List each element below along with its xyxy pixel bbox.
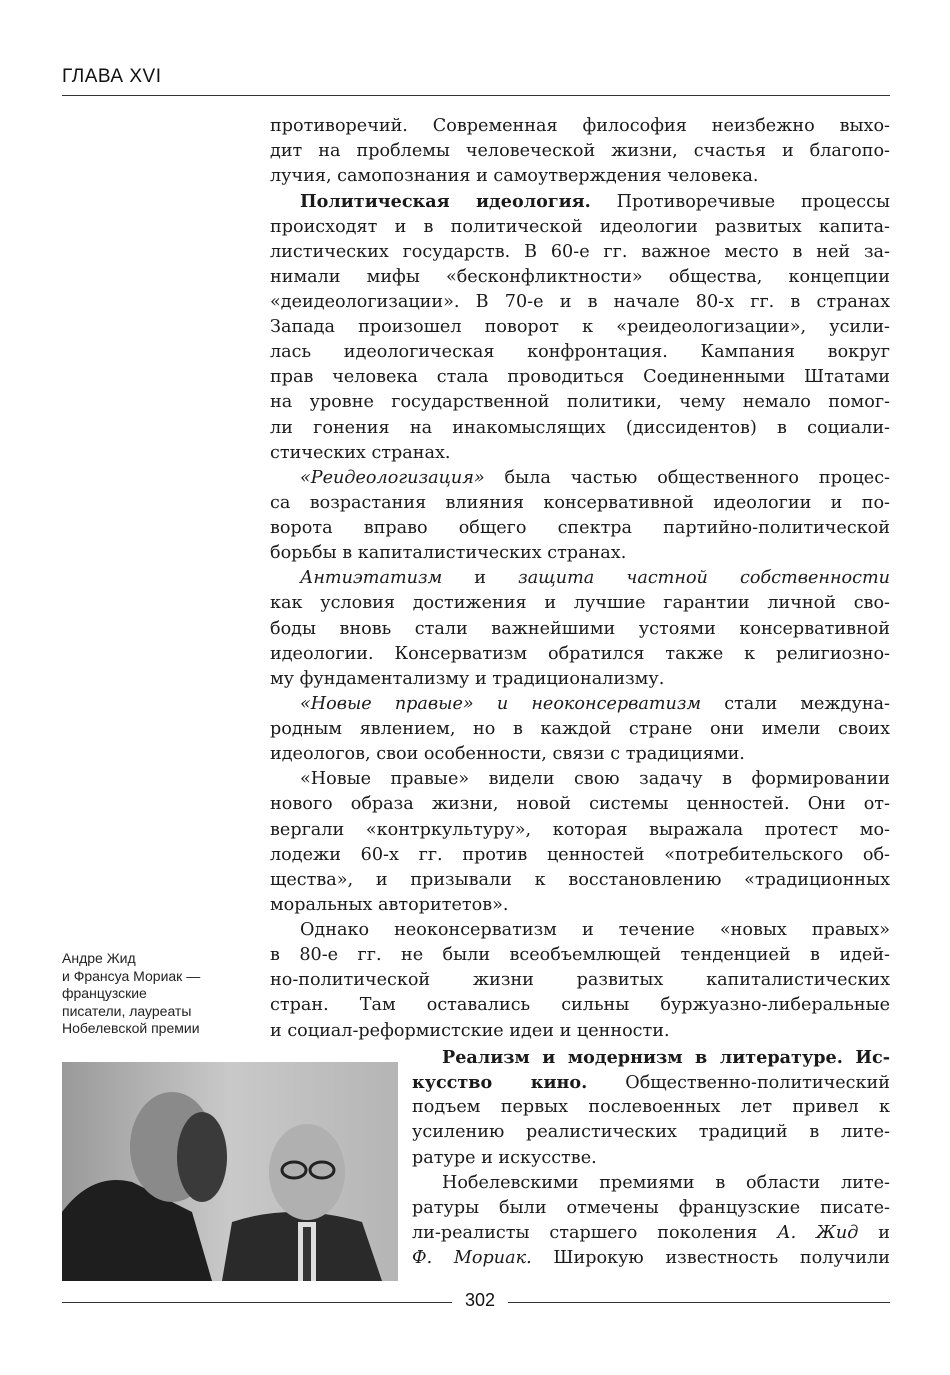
- body-text: Нобелевскими премиями в области лите-: [442, 1172, 890, 1193]
- text-line: [270, 441, 890, 466]
- text-line: [412, 1095, 890, 1120]
- body-text: прав человека стала проводиться Соединенными Штатами: [270, 367, 890, 388]
- text-line: [270, 918, 890, 943]
- text-line: [270, 717, 890, 742]
- text-line: [270, 843, 890, 868]
- text-line: [270, 792, 890, 817]
- body-text: была частью общественного процес-: [484, 467, 890, 488]
- header-divider: [62, 95, 890, 96]
- body-text: как условия достижения и лучшие гарантии личной сво-: [270, 593, 890, 614]
- body-text: родным явлением, но в каждой стране они имели своих: [270, 719, 890, 739]
- body-text: и: [858, 1222, 890, 1243]
- body-text: стали междуна-: [701, 693, 890, 714]
- body-text: ратуры были отмечены французские писате-: [412, 1197, 890, 1218]
- text-line: [270, 491, 890, 516]
- text-line: [270, 390, 890, 415]
- text-line: [270, 642, 890, 667]
- text-line: [270, 667, 890, 692]
- text-line: [270, 767, 890, 792]
- text-line: [270, 139, 890, 164]
- body-text: дит на проблемы человеческой жизни, счастья и благопо-: [270, 141, 890, 162]
- text-line: [270, 215, 890, 240]
- text-line: [412, 1146, 890, 1171]
- body-text: подъем первых послевоенных лет привел к: [412, 1097, 890, 1118]
- body-text: му фундаментализму и традиционализму.: [270, 668, 665, 689]
- body-text: происходят и в политической идеологии развитых капита-: [270, 216, 890, 237]
- text-line: [270, 1019, 890, 1044]
- italic-term-text: Антиэтатизм: [300, 568, 443, 589]
- body-text: Противоречивые процессы: [590, 192, 890, 213]
- footer-divider-left: [62, 1302, 452, 1303]
- body-text: лась идеологическая конфронтация. Кампания вокруг: [270, 342, 890, 363]
- body-text: в 80-е гг. не были всеобъемлющей тенденцией в идей-: [270, 945, 890, 966]
- body-text: ли гонения на инакомыслящих (диссидентов) в социали-: [270, 417, 890, 438]
- text-line: [412, 1120, 890, 1145]
- text-line: [412, 1221, 890, 1246]
- body-text: Широкую известность получили: [531, 1248, 890, 1268]
- body-text: «Новые правые» видели свою задачу в формировании: [300, 769, 890, 790]
- bold-heading-text: Политическая идеология.: [300, 191, 591, 213]
- italic-term-text: «Новые правые» и неоконсерватизм: [300, 693, 702, 714]
- body-text: Общественно-политический: [587, 1073, 890, 1094]
- text-line: [412, 1196, 890, 1221]
- text-line: [270, 164, 890, 189]
- body-text: щества», и призывали к восстановлению «традиционных: [270, 869, 890, 890]
- text-line: [270, 617, 890, 642]
- body-text: моральных авторитетов».: [270, 894, 509, 915]
- body-text: лодежи 60-х гг. против ценностей «потребительского об-: [270, 844, 890, 865]
- body-text: лучия, самопознания и самоутверждения человека.: [270, 166, 759, 187]
- text-line: [270, 868, 890, 893]
- text-line: [270, 591, 890, 616]
- caption-line: Нобелевской премии: [62, 1020, 200, 1036]
- footer-divider-right: [508, 1302, 890, 1303]
- body-text: противоречий. Современная философия неизбежно выхо-: [270, 116, 890, 136]
- body-text: Однако неоконсерватизм и течение «новых правых»: [300, 920, 890, 940]
- body-text: и социал-реформистские идеи и ценности.: [270, 1020, 670, 1041]
- text-line: [270, 818, 890, 843]
- body-text: ли-реалисты старшего поколения: [412, 1222, 778, 1243]
- body-text: и: [442, 568, 519, 589]
- text-line: [270, 340, 890, 365]
- body-text: вергали «контркультуру», которая выражала протест мо-: [270, 819, 890, 840]
- text-line: [270, 541, 890, 566]
- text-line: [270, 416, 890, 441]
- text-line: [270, 265, 890, 290]
- text-line: [412, 1045, 890, 1070]
- caption-line: писатели, лауреаты: [62, 1002, 192, 1019]
- body-text: боды вновь стали важнейшими устоями консервативной: [270, 618, 890, 639]
- body-text: усилению реалистических традиций в лите-: [412, 1122, 890, 1143]
- italic-term-text: защита частной собственности: [518, 568, 890, 589]
- body-text: стических странах.: [270, 442, 451, 463]
- body-text: идеологии. Консерватизм обратился также к религиозно-: [270, 643, 890, 664]
- bold-heading-text: Реализм и модернизм в литературе. Ис-: [442, 1047, 890, 1068]
- text-line: [270, 315, 890, 340]
- text-line: [270, 893, 890, 918]
- bold-heading-text: кусство кино.: [412, 1072, 588, 1094]
- body-text: нового образа жизни, новой системы ценностей. Они от-: [270, 794, 890, 815]
- narrow-text-column: [412, 1045, 890, 1271]
- body-text: нимали мифы «бесконфликтности» общества, концепции: [270, 266, 890, 287]
- body-text: «деидеологизации». В 70-е и в начале 80-х гг. в странах: [270, 291, 890, 312]
- body-text: на уровне государственной политики, чему немало помог-: [270, 392, 890, 413]
- text-line: [270, 742, 890, 767]
- text-line: [270, 943, 890, 968]
- text-line: [270, 114, 890, 139]
- text-line: [270, 466, 890, 491]
- body-text: ратуре и искусстве.: [412, 1147, 597, 1168]
- photo-caption: [62, 950, 200, 1038]
- body-text: са возрастания влияния консервативной идеологии и по-: [270, 492, 890, 513]
- body-text: идеологов, свои особенности, связи с традициями.: [270, 744, 745, 765]
- text-line: [412, 1070, 890, 1095]
- text-line: [270, 189, 890, 214]
- chapter-header: ГЛАВА XVI: [62, 66, 162, 87]
- body-text: стран. Там оставались сильны буржуазно-либеральные: [270, 995, 890, 1016]
- caption-line: Андре Жид: [62, 950, 136, 966]
- text-line: [270, 516, 890, 541]
- text-line: [270, 365, 890, 390]
- caption-line: и Франсуа Мориак —: [62, 967, 201, 984]
- text-line: [270, 692, 890, 717]
- body-text: но-политической жизни развитых капиталистических: [270, 970, 890, 991]
- main-text-column: [270, 114, 890, 1044]
- text-line: [270, 993, 890, 1018]
- body-text: борьбы в капиталистических странах.: [270, 543, 627, 564]
- text-line: [412, 1171, 890, 1196]
- body-text: Запада произошел поворот к «реидеологизации», усили-: [270, 317, 890, 337]
- text-line: [412, 1246, 890, 1271]
- text-line: [270, 240, 890, 265]
- text-line: [270, 968, 890, 993]
- photo-gide-mauriac: [62, 1062, 398, 1281]
- text-line: [270, 290, 890, 315]
- body-text: листических государств. В 60-е гг. важное место в ней за-: [270, 241, 890, 262]
- body-text: ворота вправо общего спектра партийно-политической: [270, 518, 890, 538]
- italic-term-text: А. Жид: [777, 1222, 859, 1243]
- page-number: 302: [464, 1290, 496, 1310]
- italic-term-text: «Реидеологизация»: [300, 467, 485, 488]
- caption-line: французские: [62, 985, 147, 1001]
- italic-term-text: Ф. Мориак.: [412, 1248, 532, 1268]
- text-line: [270, 566, 890, 591]
